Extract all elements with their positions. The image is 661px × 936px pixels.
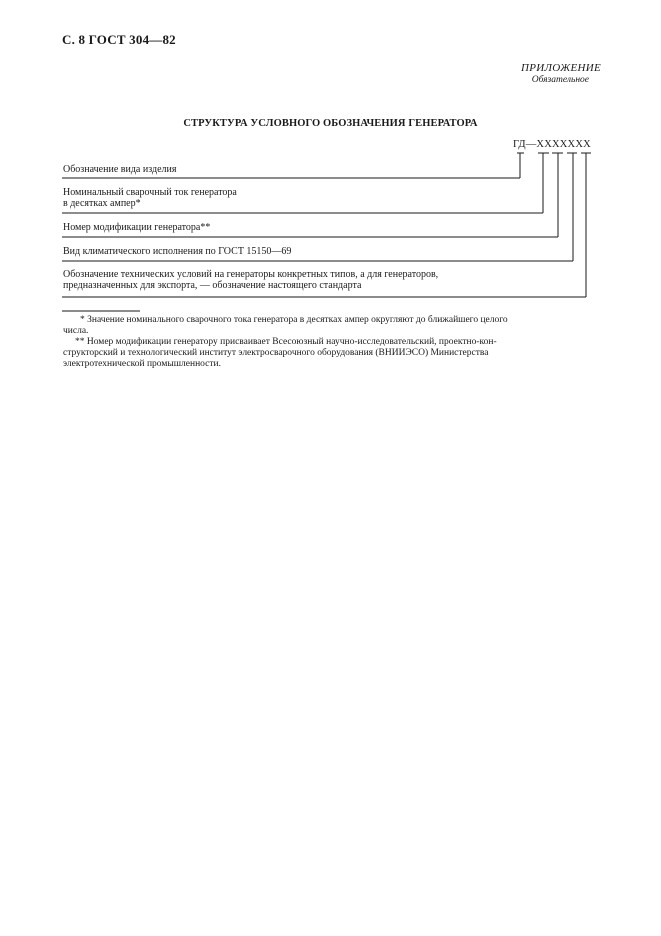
footnote-line: ** Номер модификации генератору присваивает Всесоюзный научно-исследовательский, проектно-кон- [75, 337, 497, 347]
row-label-climatic-version [63, 246, 291, 257]
row-label-line: Обозначение технических условий на генераторы конкретных типов, а для генераторов, [63, 269, 439, 280]
row-label-line: Номер модификации генератора** [63, 222, 211, 233]
footnote-line: * Значение номинального сварочного тока генератора в десятках ампер округляют до ближайшего целого [80, 315, 508, 325]
footnote-line: структорский и технологический институт электросварочного оборудования (ВНИИЭСО) Министерства [63, 348, 489, 358]
designation-code: ГД—XXXXXXX [513, 139, 591, 150]
row-label-line: Номинальный сварочный ток генератора [63, 187, 237, 198]
footnote-line: электротехнической промышленности. [63, 359, 221, 369]
row-label-product-type [63, 164, 176, 175]
diagram-title: СТРУКТУРА УСЛОВНОГО ОБОЗНАЧЕНИЯ ГЕНЕРАТОРА [183, 118, 478, 129]
row-label-line: в десятках ампер* [63, 198, 141, 209]
row-label-line: Вид климатического исполнения по ГОСТ 15150—69 [63, 246, 292, 257]
appendix-sublabel: Обязательное [531, 75, 589, 85]
row-label-modification-number [63, 222, 210, 233]
appendix-label: ПРИЛОЖЕНИЕ [521, 62, 601, 74]
row-label-technical-conditions [63, 269, 438, 291]
row-label-rated-current [63, 187, 237, 209]
footnote-line: числа. [63, 326, 89, 336]
row-label-line: предназначенных для экспорта, — обозначение настоящего стандарта [63, 280, 362, 291]
page-header: С. 8 ГОСТ 304—82 [62, 32, 176, 47]
row-label-line: Обозначение вида изделия [63, 164, 177, 175]
